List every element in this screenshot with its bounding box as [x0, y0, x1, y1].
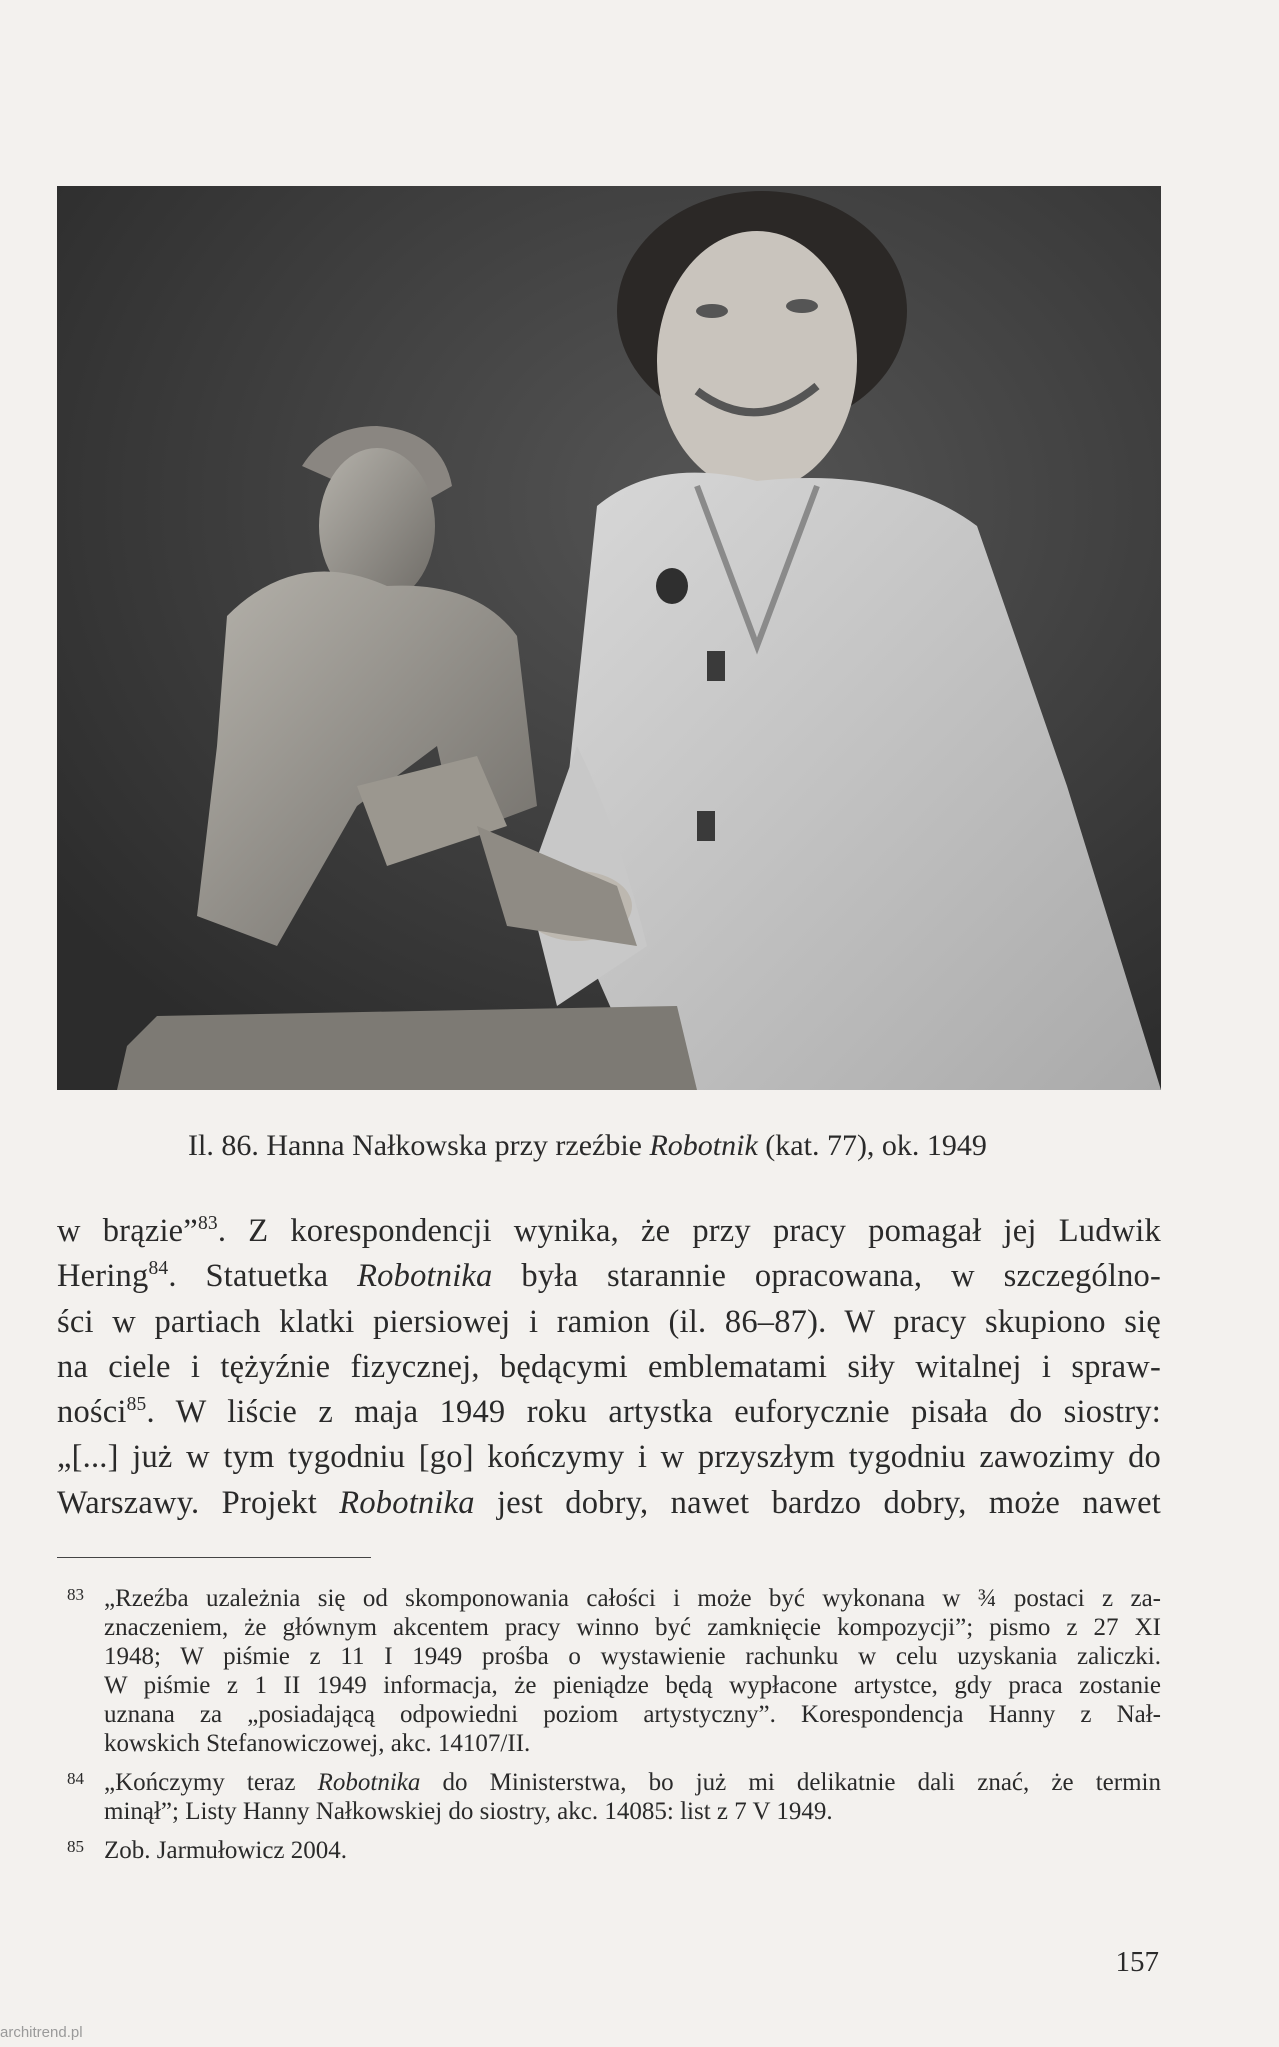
footnote-83 — [57, 1584, 1161, 1758]
watermark: architrend.pl — [0, 2024, 83, 2041]
caption-title: Robotnik — [649, 1129, 758, 1162]
body-line: „[...] już w tym tygodniu [go] kończymy i w przyszłym tygodniu zawozimy do — [57, 1439, 1161, 1476]
body-line: Warszawy. Projekt Robotnika jest dobry, nawet bardzo dobry, może nawet — [57, 1484, 1161, 1521]
footnote-line: Zob. Jarmułowicz 2004. — [104, 1837, 348, 1864]
footnote-ref: 85 — [126, 1394, 147, 1416]
footnote-divider — [57, 1557, 371, 1558]
footnote-number: 85 — [67, 1837, 84, 1856]
photograph — [57, 186, 1161, 1090]
footnote-line: 1948; W piśmie z 11 I 1949 prośba o wystawienie rachunku w celu uzyskania zaliczki. — [104, 1643, 1161, 1670]
page-number: 157 — [1115, 1946, 1159, 1978]
footnotes — [57, 1584, 1161, 1875]
footnote-84 — [57, 1768, 1161, 1826]
footnote-line: W piśmie z 1 II 1949 informacja, że pieniądze będą wypłacone artystce, gdy praca zostanie — [104, 1672, 1161, 1699]
footnote-line: uznana za „posiadającą odpowiedni poziom artystyczny”. Korespondencja Hanny z Nał- — [104, 1701, 1161, 1728]
body-line: Hering$^{84}$. Statuetka Robotnika była starannie opracowana, w szczególno- — [57, 1258, 1162, 1295]
body-line: w brązie”$^{83}$. Z korespondencji wynika, że przy pracy pomagał jej Ludwik — [57, 1213, 1161, 1249]
footnote-number: 83 — [67, 1585, 84, 1604]
caption-suffix: (kat. 77), ok. 1949 — [757, 1129, 987, 1162]
footnote-line: minął”; Listy Hanny Nałkowskiej do siostry, akc. 14085: list z 7 V 1949. — [104, 1798, 833, 1825]
footnote-line: znaczeniem, że głównym akcentem pracy winno być zamknięcie kompozycji”; pismo z 27 XI — [104, 1614, 1161, 1641]
footnote-number: 84 — [67, 1769, 84, 1788]
body-line: ności$^{85}$. W liście z maja 1949 roku artystka euforycznie pisała do siostry: — [57, 1394, 1161, 1431]
figure-caption — [188, 1128, 1188, 1164]
footnote-ref: 84 — [148, 1258, 169, 1280]
body-paragraph — [57, 1209, 1161, 1526]
body-line: na ciele i tężyźnie fizycznej, będącymi emblematami siły witalnej i spraw- — [57, 1348, 1161, 1385]
body-line: ści w partiach klatki piersiowej i ramion (il. 86–87). W pracy skupiono się — [57, 1303, 1161, 1340]
footnote-ref: 83 — [197, 1213, 218, 1235]
footnote-85 — [57, 1836, 1161, 1865]
caption-text: Il. 86. Hanna Nałkowska przy rzeźbie — [188, 1129, 650, 1162]
footnote-line: „Kończymy teraz Robotnika do Ministerstwa, bo już mi delikatnie dali znać, że termin — [104, 1769, 1161, 1796]
photo-icon — [57, 186, 1161, 1090]
footnote-line: „Rzeźba uzależnia się od skomponowania całości i może być wykonana w ¾ postaci z za- — [104, 1585, 1161, 1612]
footnote-line: kowskich Stefanowiczowej, akc. 14107/II. — [104, 1730, 531, 1757]
